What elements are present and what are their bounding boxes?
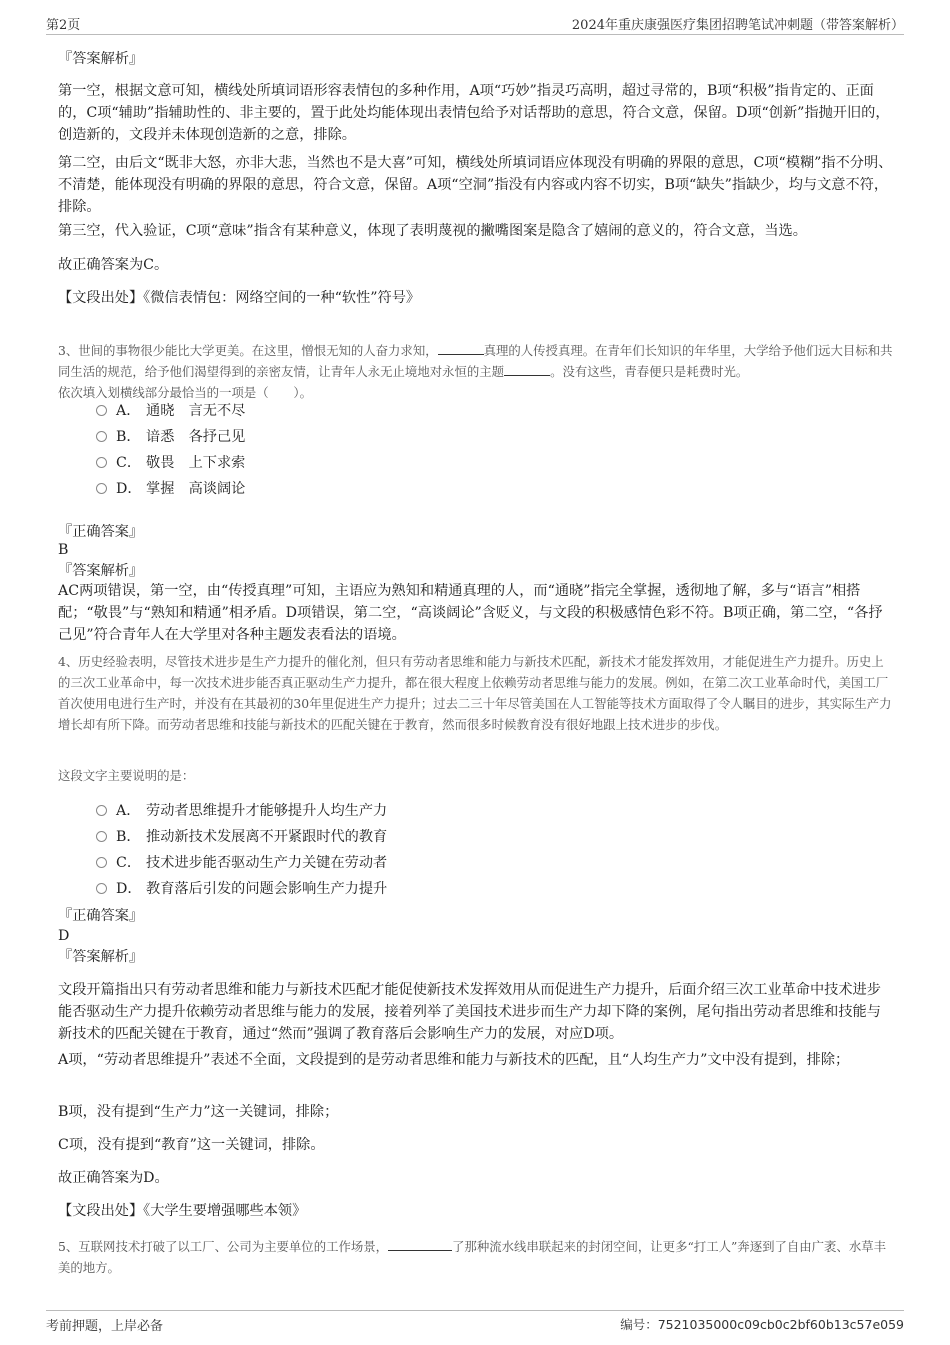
q3-analysis: AC两项错误，第一空，由“传授真理”可知，主语应为熟知和精通真理的人，而“通晓”指完全掌握，透彻地了解，多与“语言”相搭配；“敬畏”与“熟知和精通”相矛盾。D项错误，第二空，“高谈阔论”含贬义，与文段的积极感情色彩不符。B项正确，第二空，“各抒己见”符合青年人在大学里对各种主题发表看法的语境。 [58,583,883,643]
q3-blank-2 [504,363,550,376]
option-letter: C． [116,455,142,471]
q4-analysis-para2: A项，“劳动者思维提升”表述不全面，文段提到的是劳动者思维和能力与新技术的匹配，且“人均生产力”文中没有提到，排除； [58,1052,850,1068]
q4-analysis-para4: C项，没有提到“教育”这一关键词，排除。 [58,1137,325,1153]
q3-stem-part2: 真理的人传授真理。在青年们长知识的年华里，大学给予他们远大目标和共同生活的规范，给予他们渴望得到的亲密友情，让青年人永无止境地对永恒的主题 [58,343,893,379]
q4-answer: D [58,928,70,944]
option-letter: C． [116,855,142,871]
option-text: 劳动者思维提升才能够提升人均生产力 [146,803,388,819]
q4-prompt: 这段文字主要说明的是： [58,768,195,783]
radio-icon[interactable] [96,405,107,416]
q4-answer-title: 『正确答案』 [58,908,144,924]
q2-conclusion: 故正确答案为C。 [58,257,169,273]
q2-analysis-para1: 第一空，根据文意可知，横线处所填词语形容表情包的多种作用，A项“巧妙”指灵巧高明，超过寻常的，B项“积极”指肯定的、正面的，C项“辅助”指辅助性的、非主要的，置于此处均能体现出表情包给予对话帮助的意思，符合文意，保留。D项“创新”指抛开旧的，创造新的，文段并未体现创造新的之意，排除。 [58,83,890,143]
q4-analysis-para1: 文段开篇指出只有劳动者思维和能力与新技术匹配才能促使新技术发挥效用从而促进生产力提升，后面介绍三次工业革命中技术进步能否驱动生产力提升依赖劳动者思维与能力的发展，接着列举了美国技术进步而生产力却下降的案例，尾句指出劳动者思维和技能与新技术的匹配关键在于教育，通过“然而”强调了教育落后会影响生产力的发展，对应D项。 [58,982,881,1042]
option-letter: D． [116,881,142,897]
footer-slogan: 考前押题，上岸必备 [46,1319,164,1334]
q3-option-b[interactable] [96,426,245,448]
radio-icon[interactable] [96,483,107,494]
q3-option-d[interactable] [96,478,245,500]
q3-stem-part3: 。没有这些，青春便只是耗费时光。 [550,364,749,379]
option-text: 教育落后引发的问题会影响生产力提升 [146,881,388,897]
page-footer [46,1310,904,1335]
q4-conclusion: 故正确答案为D。 [58,1170,169,1186]
q2-source: 【文段出处】《微信表情包：网络空间的一种“软性”符号》 [58,290,421,306]
option-letter: B． [116,429,141,445]
option-letter: A． [116,803,141,819]
q3-option-c[interactable] [96,452,245,474]
q3-prompt: 依次填入划横线部分最恰当的一项是（ ）。 [58,385,313,400]
radio-icon[interactable] [96,457,107,468]
document-id: 编号：7521035000c09cb0c2bf60b13c57e059 [620,1317,904,1332]
radio-icon[interactable] [96,431,107,442]
q4-stem: 4、历史经验表明，尽管技术进步是生产力提升的催化剂，但只有劳动者思维和能力与新技术匹配，新技术才能发挥效用，才能促进生产力提升。历史上的三次工业革命中，每一次技术进步能否真正驱动生产力提升，都在很大程度上依赖劳动者思维与能力的发展。例如，在第二次工业革命时代，美国工厂首次使用电进行生产时，并没有在其最初的30年里促进生产力提升；过去二三十年尽管美国在人工智能等技术方面取得了令人瞩目的进步，其实际生产力增长却有所下降。而劳动者思维和技能与新技术的匹配关键在于教育，然而很多时候教育没有很好地跟上技术进步的步伐。 [58,654,892,732]
q5-stem [58,1236,893,1278]
q3-stem-part1: 3、世间的事物很少能比大学更美。在这里，憎恨无知的人奋力求知， [58,343,438,358]
q5-stem-part2: 了那种流水线串联起来的封闭空间，让更多“打工人”奔逐到了自由广袤、水草丰美的地方。 [58,1239,886,1275]
document-title: 2024年重庆康强医疗集团招聘笔试冲刺题（带答案解析） [571,18,904,33]
q2-analysis-title: 『答案解析』 [58,51,144,67]
radio-icon[interactable] [96,857,107,868]
q4-option-c[interactable] [96,852,387,874]
q4-analysis-title: 『答案解析』 [58,949,144,965]
q4-option-b[interactable] [96,826,387,848]
option-text: 推动新技术发展离不开紧跟时代的教育 [146,829,388,845]
page-header [46,12,904,35]
option-text: 谙悉 各抒己见 [146,429,246,445]
page-number: 第2页 [46,18,81,33]
q3-blank-1 [438,342,484,355]
q2-analysis-para2: 第二空，由后文“既非大怒，亦非大悲，当然也不是大喜”可知，横线处所填词语应体现没有明确的界限的意思，C项“模糊”指不分明、不清楚，能体现没有明确的界限的意思，符合文意，保留。A项“空洞”指没有内容或内容不切实，B项“缺失”指缺少，均与文意不符，排除。 [58,155,893,215]
radio-icon[interactable] [96,883,107,894]
q2-analysis-para3: 第三空，代入验证，C项“意味”指含有某种意义，体现了表明蔑视的撇嘴图案是隐含了嬉闹的意义的，符合文意，当选。 [58,223,807,239]
q3-answer: B [58,542,69,558]
q3-option-a[interactable] [96,400,245,422]
radio-icon[interactable] [96,805,107,816]
q3-stem [58,340,893,403]
option-letter: D． [116,481,142,497]
q3-analysis-title: 『答案解析』 [58,563,144,579]
option-text: 技术进步能否驱动生产力关键在劳动者 [146,855,388,871]
option-letter: A． [116,403,141,419]
q4-option-d[interactable] [96,878,387,900]
option-text: 通晓 言无不尽 [146,403,246,419]
option-text: 敬畏 上下求索 [146,455,246,471]
radio-icon[interactable] [96,831,107,842]
q3-answer-title: 『正确答案』 [58,524,144,540]
option-text: 掌握 高谈阔论 [146,481,246,497]
q4-source: 【文段出处】《大学生要增强哪些本领》 [58,1203,307,1219]
q4-option-a[interactable] [96,800,387,822]
option-letter: B． [116,829,141,845]
q5-stem-part1: 5、互联网技术打破了以工厂、公司为主要单位的工作场景， [58,1239,389,1254]
q5-blank-1 [388,1238,452,1251]
q4-analysis-para3: B项，没有提到“生产力”这一关键词，排除； [58,1104,339,1120]
